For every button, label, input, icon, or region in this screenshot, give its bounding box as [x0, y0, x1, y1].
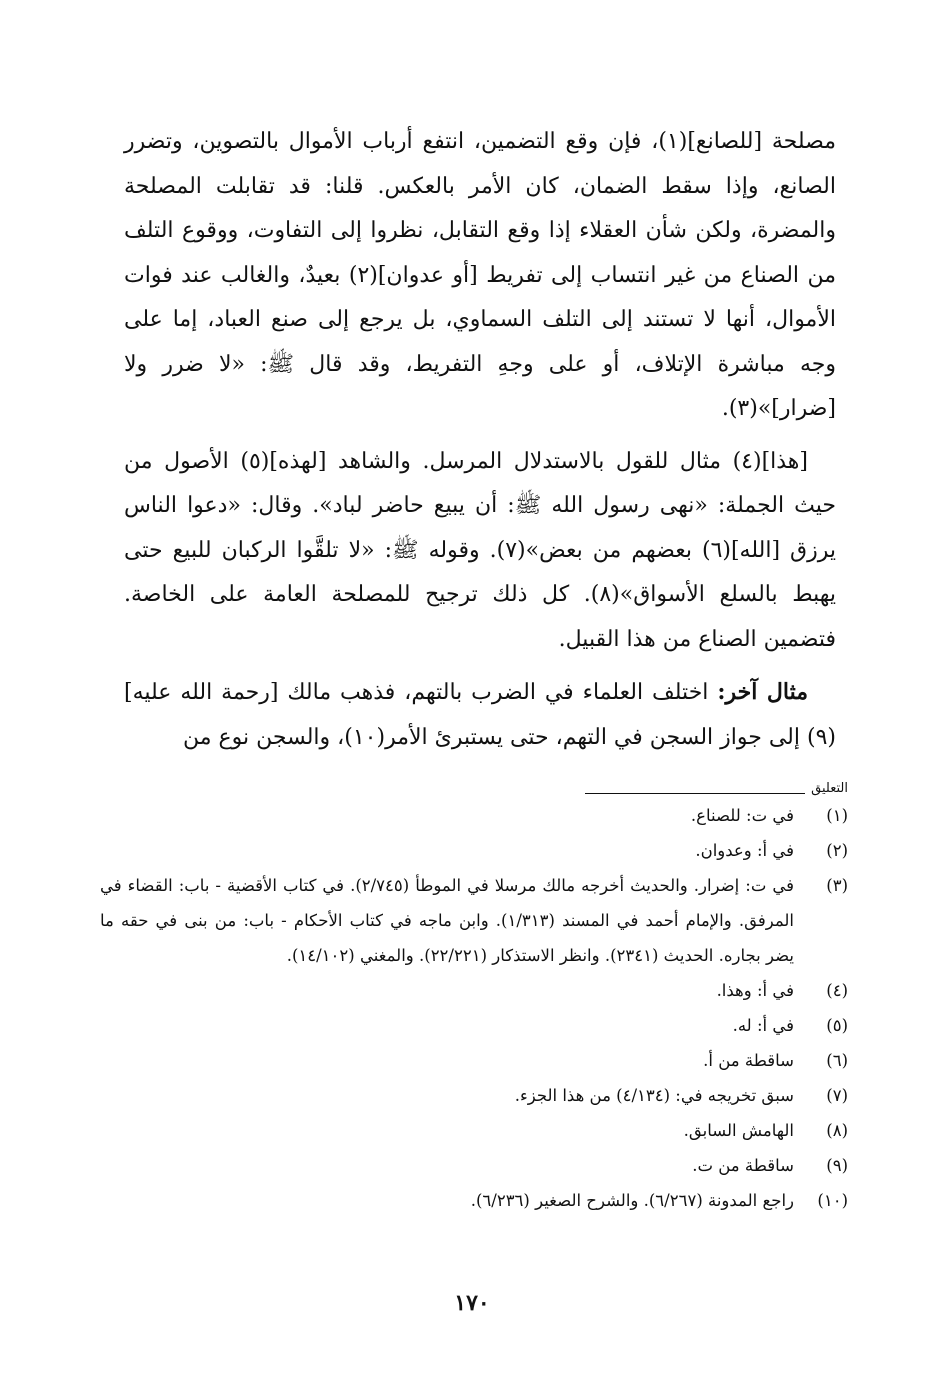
footnote-number: (٥) — [826, 1016, 848, 1035]
footnote-item — [100, 1183, 848, 1218]
footnote-item — [100, 868, 848, 973]
footnote-item — [100, 1043, 848, 1078]
main-text — [124, 120, 836, 768]
paragraph-1: مصلحة [للصانع](١)، فإن وقع التضمين، انتفع أرباب الأموال بالتصوين، وتضرر الصانع، وإذا سقط الضمان، كان الأمر بالعكس. قلنا: قد تقابلت المصلحة والمضرة، ولكن شأن العقلاء إذا وقع التقابل، نظروا إلى التفاوت، ووقوع التلف من الصناع من غير انتساب إلى تفريط [أو عدوان](٢) بعيدٌ، والغالب عند فوات الأموال، أنها لا تستند إلى التلف السماوي، بل يرجع إلى صنع العباد، إما على وجه مباشرة الإتلاف، أو على وجهِ التفريط، وقد قال ﷺ: «لا ضرر ولا [ضرار]»(٣). — [124, 129, 836, 421]
footnote-text: ساقطة من ت. — [692, 1156, 794, 1175]
paragraph-3-lead: مثال آخر: — [717, 679, 808, 705]
footnote-item — [100, 973, 848, 1008]
paragraph-2: [هذا](٤) مثال للقول بالاستدلال المرسل. والشاهد [لهذه](٥) الأصول من حيث الجملة: «نهى رسول الله ﷺ: أن يبيع حاضر لباد». وقال: «دعوا الناس يرزق [الله](٦) بعضهم من بعض»(٧). وقوله ﷺ: «لا تلقَّوا الركبان للبيع حتى يهبط بالسلع الأسواق»(٨). كل ذلك ترجيح للمصلحة العامة على الخاصة. فتضمين الصناع من هذا القبيل. — [124, 448, 837, 652]
separator-line — [585, 793, 805, 794]
footnote-item — [100, 798, 848, 833]
footnote-number: (١) — [826, 806, 848, 825]
footnote-separator — [536, 780, 848, 800]
footnote-text: ساقطة من أ. — [703, 1051, 794, 1070]
footnote-text: في ت: إضرار. والحديث أخرجه مالك مرسلا في الموطأ (٢/٧٤٥). في كتاب الأقضية - باب: القضاء في المرفق. والإمام أحمد في المسند (١/٣١٣). وابن ماجه في كتاب الأحكام - باب: من بنى في حقه ما يضر بجاره. الحديث (٢٣٤١). وانظر الاستذكار (٢٢/٢٢١). والمغني (١٤/١٠٢). — [100, 876, 795, 965]
footnote-item — [100, 1113, 848, 1148]
footnote-text: في ت: للصناع. — [690, 806, 794, 825]
footnote-item — [100, 833, 848, 868]
footnote-text: راجع المدونة (٦/٢٦٧). والشرح الصغير (٦/٢٣٦). — [470, 1191, 794, 1210]
footnote-number: (٤) — [826, 981, 848, 1000]
footnote-number: (٦) — [826, 1051, 848, 1070]
footnote-number: (٧) — [826, 1086, 848, 1105]
footnote-label: التعليق — [811, 781, 848, 796]
footnote-number: (٣) — [826, 876, 848, 895]
footnote-text: في أ: وعدوان. — [695, 841, 794, 860]
footnote-item — [100, 1008, 848, 1043]
page-number: ١٧٠ — [454, 1290, 490, 1316]
paragraph-3-text: اختلف العلماء في الضرب بالتهم، فذهب مالك [رحمة الله عليه](٩) إلى جواز السجن في التهم، حتى يستبرئ الأمر(١٠)، والسجن نوع من — [124, 680, 836, 750]
paragraph-3 — [124, 670, 836, 760]
footnote-text: سبق تخريجه في: (٤/١٣٤) من هذا الجزء. — [514, 1086, 794, 1105]
footnote-number: (٨) — [826, 1121, 848, 1140]
footnote-number: (٩) — [826, 1156, 848, 1175]
footnote-text: الهامش السابق. — [683, 1121, 794, 1140]
footnotes — [100, 798, 848, 1218]
footnote-number: (١٠) — [817, 1191, 848, 1210]
footnote-item — [100, 1078, 848, 1113]
footnote-item — [100, 1148, 848, 1183]
footnote-number: (٢) — [826, 841, 848, 860]
footnote-text: في أ: له. — [732, 1016, 794, 1035]
footnote-text: في أ: وهذا. — [716, 981, 794, 1000]
